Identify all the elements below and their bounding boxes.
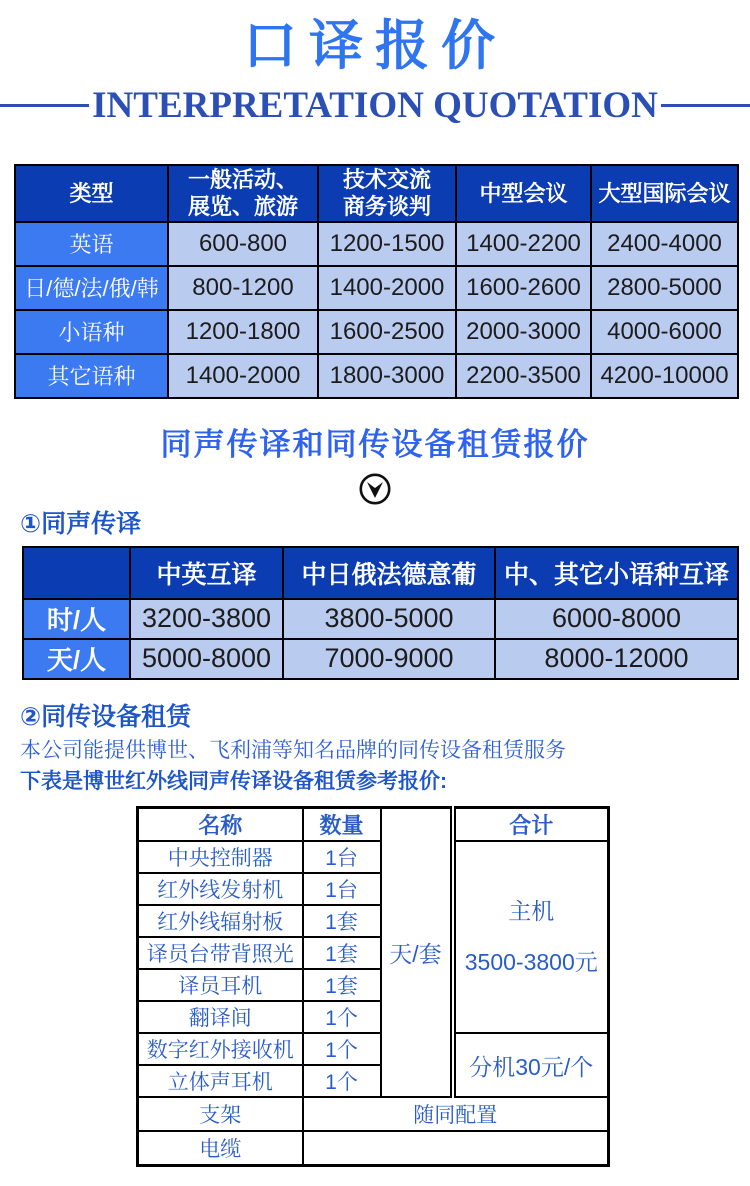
equipment-name: 电缆 — [138, 1131, 303, 1165]
col-header-name: 名称 — [138, 808, 303, 842]
equipment-name: 支架 — [138, 1097, 303, 1131]
page-title: 口译报价 — [243, 16, 507, 76]
host-total-cell — [453, 841, 609, 1033]
col-header-technical: 技术交流 商务谈判 — [318, 165, 456, 222]
equipment-name: 数字红外接收机 — [138, 1033, 303, 1065]
price-cell: 3200-3800 — [130, 599, 283, 639]
price-cell: 1800-3000 — [318, 354, 456, 398]
table-header-row — [23, 547, 738, 599]
col-header-blank — [23, 547, 130, 599]
table-header-row — [138, 808, 609, 842]
price-cell: 4200-10000 — [591, 354, 738, 398]
equipment-qty: 1套 — [303, 937, 381, 969]
price-cell: 2200-3500 — [456, 354, 591, 398]
equipment-qty: 1个 — [303, 1033, 381, 1065]
price-cell: 6000-8000 — [495, 599, 738, 639]
table-row — [23, 599, 738, 639]
price-cell: 800-1200 — [168, 266, 318, 310]
equipment-qty: 1个 — [303, 1065, 381, 1097]
interpretation-price-table — [14, 164, 739, 399]
price-cell: 1400-2000 — [168, 354, 318, 398]
price-cell: 2800-5000 — [591, 266, 738, 310]
col-header-zh-multi: 中日俄法德意葡 — [283, 547, 495, 599]
equipment-qty: 1套 — [303, 905, 381, 937]
receiver-total-cell: 分机30元/个 — [453, 1033, 609, 1097]
equipment-name: 红外线辐射板 — [138, 905, 303, 937]
price-cell: 1600-2500 — [318, 310, 456, 354]
col-header-type: 类型 — [15, 165, 168, 222]
equipment-name: 译员耳机 — [138, 969, 303, 1001]
col-header-total: 合计 — [453, 808, 609, 842]
equipment-name: 译员台带背照光 — [138, 937, 303, 969]
price-cell: 1600-2600 — [456, 266, 591, 310]
price-cell: 2400-4000 — [591, 222, 738, 266]
part2-heading: ②同传设备租赁 — [20, 702, 192, 731]
price-cell: 5000-8000 — [130, 639, 283, 679]
table-row — [15, 222, 738, 266]
price-cell: 1400-2000 — [318, 266, 456, 310]
equipment-rental-table — [136, 806, 610, 1167]
subtitle-rule-right — [661, 104, 750, 107]
price-cell: 2000-3000 — [456, 310, 591, 354]
equipment-intro-line2: 下表是博世红外线同声传译设备租赁参考报价: — [20, 769, 447, 793]
equipment-qty: 1套 — [303, 969, 381, 1001]
table-row — [15, 354, 738, 398]
col-header-medium-conference: 中型会议 — [456, 165, 591, 222]
price-cell: 1200-1800 — [168, 310, 318, 354]
col-header-zh-minor: 中、其它小语种互译 — [495, 547, 738, 599]
price-cell: 600-800 — [168, 222, 318, 266]
row-label: 英语 — [15, 222, 168, 266]
cable-value — [303, 1131, 609, 1165]
equipment-qty: 1台 — [303, 841, 381, 873]
subtitle-rule-left — [0, 104, 89, 107]
host-total-price: 3500-3800元 — [464, 949, 598, 976]
cable-row — [138, 1131, 609, 1165]
equipment-name: 立体声耳机 — [138, 1065, 303, 1097]
host-total-label: 主机 — [508, 898, 555, 925]
bracket-row — [138, 1097, 609, 1131]
equipment-qty: 1个 — [303, 1001, 381, 1033]
page-subtitle-row — [0, 82, 750, 130]
equipment-qty: 1台 — [303, 873, 381, 905]
row-label: 天/人 — [23, 639, 130, 679]
simultaneous-section-title: 同声传译和同传设备租赁报价 — [160, 426, 590, 462]
price-cell: 1200-1500 — [318, 222, 456, 266]
table-header-row — [15, 165, 738, 222]
price-cell: 1400-2200 — [456, 222, 591, 266]
part1-heading: ①同声传译 — [20, 509, 142, 538]
price-cell: 8000-12000 — [495, 639, 738, 679]
page-subtitle: INTERPRETATION QUOTATION — [92, 85, 658, 127]
col-header-large-conference: 大型国际会议 — [591, 165, 738, 222]
col-header-zh-en: 中英互译 — [130, 547, 283, 599]
equipment-name: 中央控制器 — [138, 841, 303, 873]
table-row — [23, 639, 738, 679]
equipment-name: 翻译间 — [138, 1001, 303, 1033]
unit-cell: 天/套 — [381, 808, 453, 1098]
price-cell: 4000-6000 — [591, 310, 738, 354]
table-row — [15, 310, 738, 354]
row-label: 其它语种 — [15, 354, 168, 398]
col-header-qty: 数量 — [303, 808, 381, 842]
circled-down-arrow-icon — [0, 472, 750, 506]
equipment-intro-line1: 本公司能提供博世、飞利浦等知名品牌的同传设备租赁服务 — [20, 738, 566, 762]
col-header-general: 一般活动、 展览、旅游 — [168, 165, 318, 222]
equipment-row — [138, 1033, 609, 1065]
row-label: 日/德/法/俄/韩 — [15, 266, 168, 310]
row-label: 小语种 — [15, 310, 168, 354]
equipment-name: 红外线发射机 — [138, 873, 303, 905]
equipment-row — [138, 841, 609, 873]
table-row — [15, 266, 738, 310]
simultaneous-price-table — [22, 546, 739, 680]
price-cell: 3800-5000 — [283, 599, 495, 639]
bracket-value: 随同配置 — [303, 1097, 609, 1131]
row-label: 时/人 — [23, 599, 130, 639]
price-cell: 7000-9000 — [283, 639, 495, 679]
